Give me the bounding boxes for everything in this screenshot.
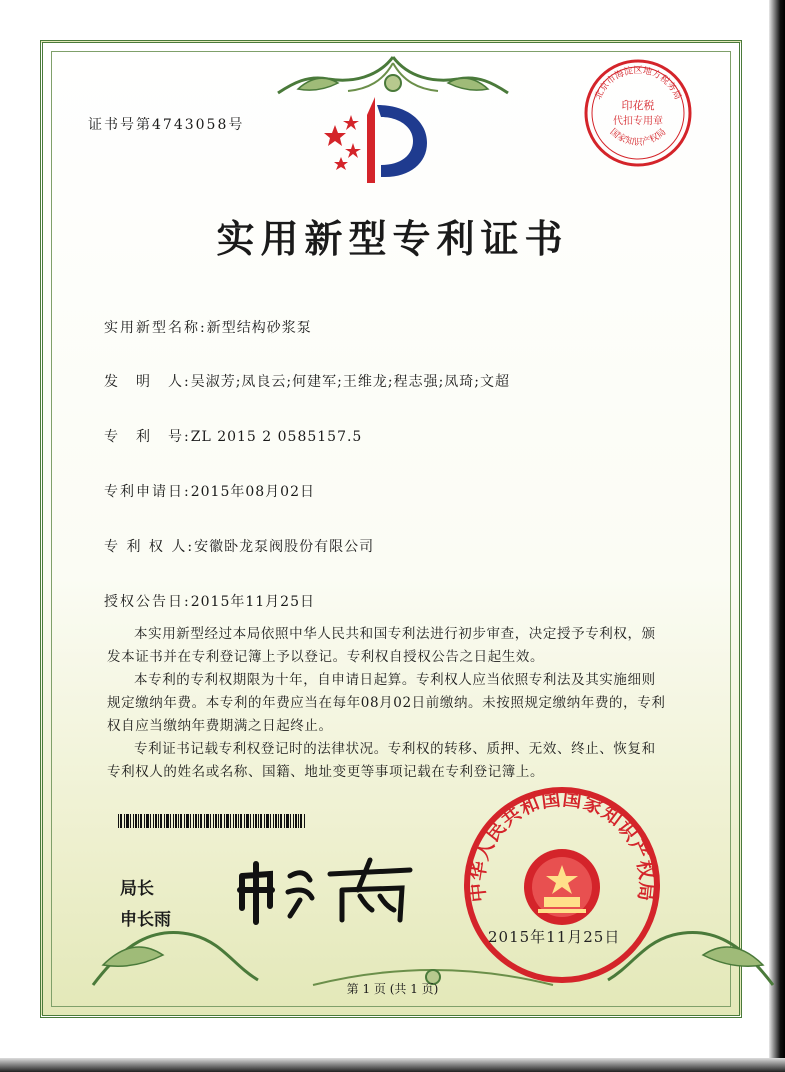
field-value: 2015年11月25日 <box>190 594 315 610</box>
scan-edge-bottom <box>0 1058 785 1072</box>
signature-image-icon <box>230 846 420 926</box>
field-patentee <box>104 536 374 556</box>
field-inventors <box>104 371 510 391</box>
page-title: 实用新型专利证书 <box>216 217 569 261</box>
field-utility-name <box>104 317 312 337</box>
small-seal-bottom-text: 国家知识产权局 <box>607 127 669 148</box>
field-value: 2015年08月02日 <box>190 484 315 500</box>
body-text <box>107 623 667 784</box>
top-ornament-icon <box>258 53 528 99</box>
director-name: 申长雨 <box>120 910 171 930</box>
small-seal-center-line1: 印花税 <box>621 99 655 112</box>
field-value: ZL 2015 2 0585157.5 <box>190 429 363 445</box>
bottom-ornament-icon <box>83 885 783 995</box>
field-label: 授权公告日: <box>104 594 191 610</box>
field-grant-date <box>104 591 315 611</box>
director-title: 局长 <box>120 879 154 899</box>
field-value: 吴淑芳;凤良云;何建军;王维龙;程志强;凤琦;文超 <box>190 374 511 390</box>
svg-text:北京市海淀区地方税务局 <box>592 64 684 101</box>
field-label: 专利申请日: <box>104 484 191 500</box>
field-patent-number <box>104 426 362 446</box>
body-paragraph: 本实用新型经过本局依照中华人民共和国专利法进行初步审查，决定授予专利权，颁发本证书并在专利登记簿上予以登记。专利权自授权公告之日起生效。 <box>107 626 656 665</box>
field-application-date <box>104 481 315 501</box>
field-label: 发 明 人: <box>104 374 191 390</box>
field-label: 实用新型名称: <box>104 320 207 336</box>
field-value: 新型结构砂浆泵 <box>206 320 312 336</box>
field-value: 安徽卧龙泵阀股份有限公司 <box>194 539 375 555</box>
seal-date: 2015年11月25日 <box>488 928 621 946</box>
seal-ring-text: 中华人民共和国国家知识产权局 <box>466 788 658 904</box>
patent-office-logo-icon <box>315 95 435 185</box>
body-paragraph: 本专利的专利权期限为十年，自申请日起算。专利权人应当依照专利法及其实施细则规定缴纳年费。本专利的年费应当在每年08月02日前缴纳。未按照规定缴纳年费的，专利权自应当缴纳年费期满之日起终止。 <box>107 672 666 734</box>
tax-stamp-seal <box>582 57 694 169</box>
barcode-icon <box>118 814 308 828</box>
page-number: 第 1 页 (共 1 页) <box>346 982 439 996</box>
national-ip-office-seal <box>462 785 662 985</box>
small-seal-ring-text: 北京市海淀区地方税务局 <box>593 66 683 102</box>
field-label: 专 利 权 人: <box>104 539 195 555</box>
certificate-number: 证书号第4743058号 <box>88 117 245 133</box>
field-label: 专 利 号: <box>104 429 191 445</box>
small-seal-center-line2: 代扣专用章 <box>613 116 663 127</box>
svg-text:国家知识产权局 <box>608 127 669 148</box>
body-paragraph: 专利证书记载专利权登记时的法律状况。专利权的转移、质押、无效、终止、恢复和专利权人的姓名或名称、国籍、地址变更等事项记载在专利登记簿上。 <box>107 741 656 780</box>
